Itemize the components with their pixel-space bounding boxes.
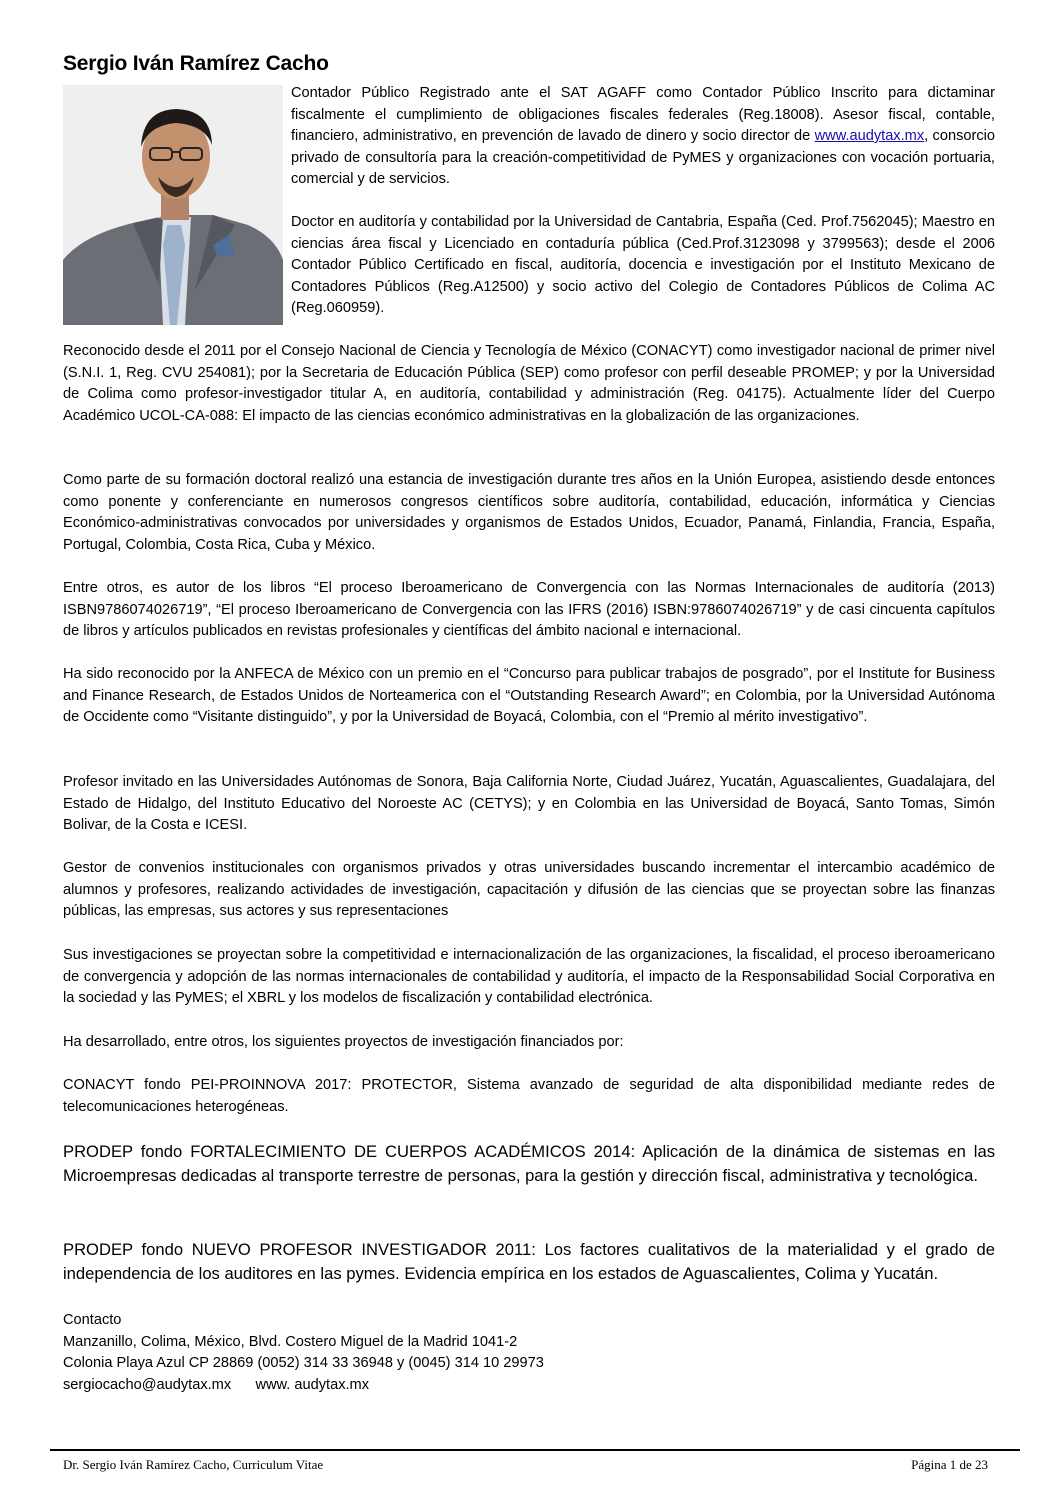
contact-label: Contacto [63, 1312, 122, 1328]
paragraph-research-topics: Sus investigaciones se proyectan sobre la competitividad e internacionalización de las organizaciones, la fiscalidad, el proceso iberoamericano de convergencia y adopción de las normas internacionales de contabilidad y auditoría, el impacto de la Responsabilidad Social Corporativa en la sociedad y las PyMES; el XBRL y los modelos de fiscalización y contabilidad electrónica. [63, 947, 995, 1006]
paragraph-doctoral-training: Como parte de su formación doctoral realizó una estancia de investigación durante tres años en la Unión Europea, asistiendo desde entonces como ponente y conferenciante en numerosos congresos científicos sobre auditoría, contabilidad, educación, informática y Ciencias Económico-administrativas convocados por universidades y organismos de Estados Unidos, Ecuador, Panamá, Finlandia, Francia, España, Portugal, Colombia, Costa Rica, Cuba y México. [63, 472, 995, 553]
footer-divider [50, 1449, 1020, 1451]
intro-paragraph-1 [291, 83, 995, 191]
paragraph-project-prodep-2014: PRODEP fondo FORTALECIMIENTO DE CUERPOS ACADÉMICOS 2014: Aplicación de la dinámica de sistemas en las Microempresas dedicadas al transporte terrestre de personas, para la gestión y dirección fiscal, administrativa y tecnológica. [63, 1142, 995, 1185]
contact-email-web-line [63, 1375, 544, 1397]
profile-photo-illustration [63, 85, 283, 325]
profile-photo [63, 85, 283, 325]
intro-text-before-link: Contador Público Registrado ante el SAT AGAFF como Contador Público Inscrito para dictaminar fiscalmente el cumplimiento de obligaciones fiscales federales (Reg.18008). Asesor fiscal, contable, financiero, administrativo, en prevención de lavado de dinero y socio director de [291, 85, 995, 144]
paragraph-awards: Ha sido reconocido por la ANFECA de México con un premio en el “Concurso para publicar trabajos de posgrado”, por el Institute for Business and Finance Research, de Estados Unidos de Norteamerica con el “Outstanding Research Award”; en Colombia, por la Universidad Autónoma de Occidente como “Visitante distinguido”, y por la Universidad de Boyacá, Colombia, con el “Premio al mérito investigativo”. [63, 666, 995, 725]
paragraph-projects-intro: Ha desarrollado, entre otros, los siguientes proyectos de investigación financiados por: [63, 1034, 624, 1050]
paragraph-agreements: Gestor de convenios institucionales con organismos privados y otras universidades buscando incrementar el intercambio académico de alumnos y profesores, realizando actividades de investigación, capacitación y difusión de las ciencias que se proyectan sobre las finanzas públicas, las empresas, sus actores y sus representaciones [63, 860, 995, 919]
person-name: Sergio Iván Ramírez Cacho [63, 52, 329, 75]
contact-block [63, 1310, 544, 1396]
footer-document-title: Dr. Sergio Iván Ramírez Cacho, Curriculum Vitae [63, 1457, 324, 1472]
contact-address-line-1: Manzanillo, Colima, México, Blvd. Costero Miguel de la Madrid 1041-2 [63, 1333, 518, 1350]
footer-page-number: Página 1 de 23 [911, 1457, 988, 1472]
paragraph-books: Entre otros, es autor de los libros “El proceso Iberoamericano de Convergencia con las Normas Internacionales de auditoría (2013) ISBN9786074026719”, “El proceso Iberoamericano de Convergencia con las IFRS (2016) ISBN:9786074026719” y de casi cincuenta capítulos de libros y artículos publicados en revistas profesionales y científicas del ámbito nacional e internacional. [63, 580, 995, 639]
paragraph-recognition: Reconocido desde el 2011 por el Consejo Nacional de Ciencia y Tecnología de México (CONACYT) como investigador nacional de primer nivel (S.N.I. 1, Reg. CVU 254081); por la Secretaria de Educación Pública (SEP) como profesor con perfil deseable PROMEP; y por la Universidad de Colima como profesor-investigador titular A, en auditoría, contabilidad y administración (Reg. 04175). Actualmente líder del Cuerpo Académico UCOL-CA-088: El impacto de las ciencias económico administrativas en la globalización de las organizaciones. [63, 343, 995, 424]
intro-paragraph-2: Doctor en auditoría y contabilidad por la Universidad de Cantabria, España (Ced. Prof.7562045); Maestro en ciencias área fiscal y Licenciado en contaduría pública (Ced.Prof.3123098 y 3799563); desde el 2006 Contador Público Certificado en fiscal, auditoría, docencia e investigación por el Instituto Mexicano de Contadores Públicos (Reg.A12500) y socio activo del Colegio de Contadores Públicos de Colima AC (Reg.060959). [291, 214, 995, 316]
paragraph-project-conacyt: CONACYT fondo PEI-PROINNOVA 2017: PROTECTOR, Sistema avanzado de seguridad de alta disponibilidad mediante redes de telecomunicaciones heterogéneas. [63, 1077, 995, 1115]
contact-address-line-2: Colonia Playa Azul CP 28869 (0052) 314 33 36948 y (0045) 314 10 29973 [63, 1355, 544, 1371]
contact-email[interactable]: sergiocacho@audytax.mx [63, 1376, 232, 1393]
paragraph-guest-professor: Profesor invitado en las Universidades Autónomas de Sonora, Baja California Norte, Ciudad Juárez, Yucatán, Aguascalientes, Guadalajara, del Estado de Hidalgo, del Instituto Educativo del Noroeste AC (CETYS); y en Colombia en las Universidad de Boyacá, Santo Tomas, Simón Bolivar, de la Costa e ICESI. [63, 774, 995, 833]
contact-spacer [231, 1377, 255, 1393]
intro-text-after-link: , consorcio privado de consultoría para la creación-competitividad de PyMES y organizaciones con vocación portuaria, comercial y de servicios. [291, 128, 995, 187]
audytax-link[interactable]: www.audytax.mx [814, 128, 925, 144]
paragraph-project-prodep-2011: PRODEP fondo NUEVO PROFESOR INVESTIGADOR 2011: Los factores cualitativos de la materialidad y el grado de independencia de los auditores en las pymes. Evidencia empírica en los estados de Aguascalientes, Colima y Yucatán. [63, 1240, 995, 1283]
contact-website[interactable]: www. audytax.mx [255, 1376, 370, 1393]
